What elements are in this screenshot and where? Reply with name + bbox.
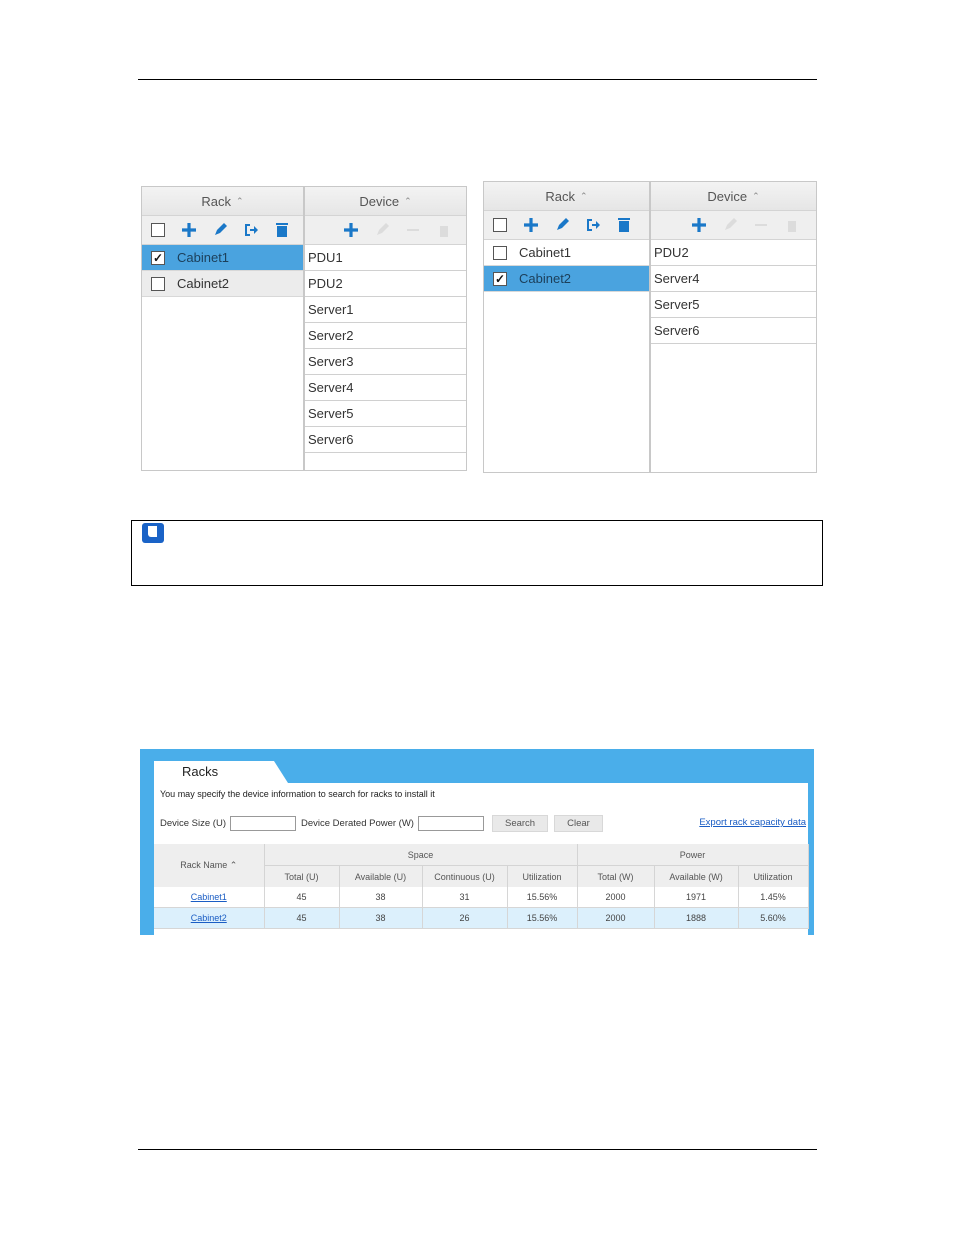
sort-asc-icon: ⌃ (229, 860, 238, 870)
table-cell: 45 (264, 908, 339, 929)
rack-name: Cabinet1 (519, 245, 572, 260)
derated-power-input[interactable] (418, 816, 484, 831)
table-cell: 1971 (654, 887, 738, 908)
rack-name-link[interactable]: Cabinet2 (190, 913, 227, 923)
rack-name: Cabinet2 (174, 271, 303, 296)
device-toolbar (305, 216, 466, 245)
rack-name-header[interactable]: Rack Name ⌃ (154, 844, 264, 887)
row-checkbox[interactable] (142, 271, 174, 296)
delete-icon-disabled (434, 220, 454, 240)
rack-name: Cabinet2 (516, 266, 649, 291)
power-group-header: Power (577, 844, 808, 866)
device-column-header[interactable] (305, 187, 466, 216)
add-icon[interactable] (689, 215, 709, 235)
device-panel-left (304, 186, 467, 471)
rack-row[interactable] (142, 271, 303, 297)
table-cell: 5.60% (738, 908, 808, 929)
rack-toolbar (484, 211, 649, 240)
device-header-label: Device (707, 188, 748, 204)
sort-asc-icon: ⌃ (404, 195, 412, 206)
rack-panel-left (141, 186, 304, 471)
device-row[interactable]: PDU2 (305, 271, 466, 297)
table-cell: 1.45% (738, 887, 808, 908)
device-column-header[interactable] (651, 182, 816, 211)
sort-asc-icon: ⌃ (236, 195, 244, 206)
rack-panel-right (483, 181, 650, 473)
racks-table (154, 844, 809, 929)
select-all-checkbox[interactable] (490, 215, 510, 235)
device-size-label: Device Size (U) (160, 818, 226, 829)
delete-icon[interactable] (272, 220, 292, 240)
note-icon (142, 523, 164, 543)
device-row[interactable]: Server4 (651, 266, 816, 292)
device-row[interactable]: PDU2 (651, 240, 816, 266)
space-group-header: Space (264, 844, 577, 866)
delete-icon[interactable] (614, 215, 634, 235)
column-header[interactable]: Total (W) (577, 866, 654, 888)
search-button[interactable]: Search (492, 815, 548, 832)
header-rule (138, 79, 817, 80)
rack-name: Cabinet1 (174, 245, 303, 270)
select-all-checkbox[interactable] (148, 220, 168, 240)
edit-icon[interactable] (552, 215, 572, 235)
edit-icon[interactable] (210, 220, 230, 240)
table-cell: 2000 (577, 887, 654, 908)
column-header[interactable]: Available (U) (339, 866, 422, 888)
table-cell: 1888 (654, 908, 738, 929)
table-cell: 38 (339, 908, 422, 929)
table-row[interactable] (154, 908, 808, 929)
device-row[interactable]: Server4 (305, 375, 466, 401)
export-rack-capacity-link[interactable]: Export rack capacity data (699, 817, 806, 828)
rack-header-label: Rack (201, 193, 232, 209)
delete-icon-disabled (782, 215, 802, 235)
device-row[interactable]: Server5 (305, 401, 466, 427)
column-header[interactable]: Utilization (507, 866, 577, 888)
table-cell: 15.56% (507, 908, 577, 929)
rack-row[interactable] (484, 266, 649, 292)
device-row[interactable]: Server3 (305, 349, 466, 375)
device-row[interactable]: PDU1 (305, 245, 466, 271)
racks-panel (140, 749, 814, 935)
edit-icon-disabled (720, 215, 740, 235)
row-checkbox[interactable]: ✓ (142, 245, 174, 270)
rack-column-header[interactable] (484, 182, 649, 211)
row-checkbox[interactable] (484, 240, 516, 265)
edit-icon-disabled (372, 220, 392, 240)
device-header-label: Device (359, 193, 400, 209)
footer-rule (138, 1149, 817, 1150)
rack-name-cell (154, 887, 264, 908)
device-size-input[interactable] (230, 816, 296, 831)
table-cell: 45 (264, 887, 339, 908)
add-icon[interactable] (521, 215, 541, 235)
column-header[interactable]: Total (U) (264, 866, 339, 888)
rack-name-cell (154, 908, 264, 929)
move-icon-disabled (751, 215, 771, 235)
device-panel-right (650, 181, 817, 473)
note-box (131, 520, 823, 586)
column-header[interactable]: Available (W) (654, 866, 738, 888)
rack-row[interactable] (484, 240, 649, 266)
rack-row[interactable] (142, 245, 303, 271)
device-row[interactable]: Server1 (305, 297, 466, 323)
search-form (160, 815, 609, 832)
racks-content (154, 783, 808, 935)
sort-asc-icon: ⌃ (752, 190, 760, 201)
table-cell: 2000 (577, 908, 654, 929)
device-row[interactable]: Server2 (305, 323, 466, 349)
add-icon[interactable] (341, 220, 361, 240)
device-toolbar (651, 211, 816, 240)
search-hint: You may specify the device information to search for racks to install it (160, 789, 435, 799)
rack-column-header[interactable] (142, 187, 303, 216)
move-icon[interactable] (583, 215, 603, 235)
sort-asc-icon: ⌃ (580, 190, 588, 201)
table-cell: 15.56% (507, 887, 577, 908)
device-row[interactable]: Server6 (651, 318, 816, 344)
rack-name-link[interactable]: Cabinet1 (190, 892, 227, 902)
derated-power-label: Device Derated Power (W) (301, 818, 414, 829)
table-cell: 31 (422, 887, 507, 908)
add-icon[interactable] (179, 220, 199, 240)
rack-header-label: Rack (545, 188, 576, 204)
table-cell: 26 (422, 908, 507, 929)
table-cell: 38 (339, 887, 422, 908)
table-row[interactable] (154, 887, 808, 908)
column-header[interactable]: Continuous (U) (422, 866, 507, 888)
tab-racks[interactable]: Racks (154, 761, 274, 783)
clear-button[interactable]: Clear (554, 815, 603, 832)
column-header[interactable]: Utilization (738, 866, 808, 888)
move-icon[interactable] (241, 220, 261, 240)
device-row[interactable]: Server5 (651, 292, 816, 318)
row-checkbox[interactable]: ✓ (484, 266, 516, 291)
device-row[interactable]: Server6 (305, 427, 466, 453)
move-icon-disabled (403, 220, 423, 240)
rack-toolbar (142, 216, 303, 245)
